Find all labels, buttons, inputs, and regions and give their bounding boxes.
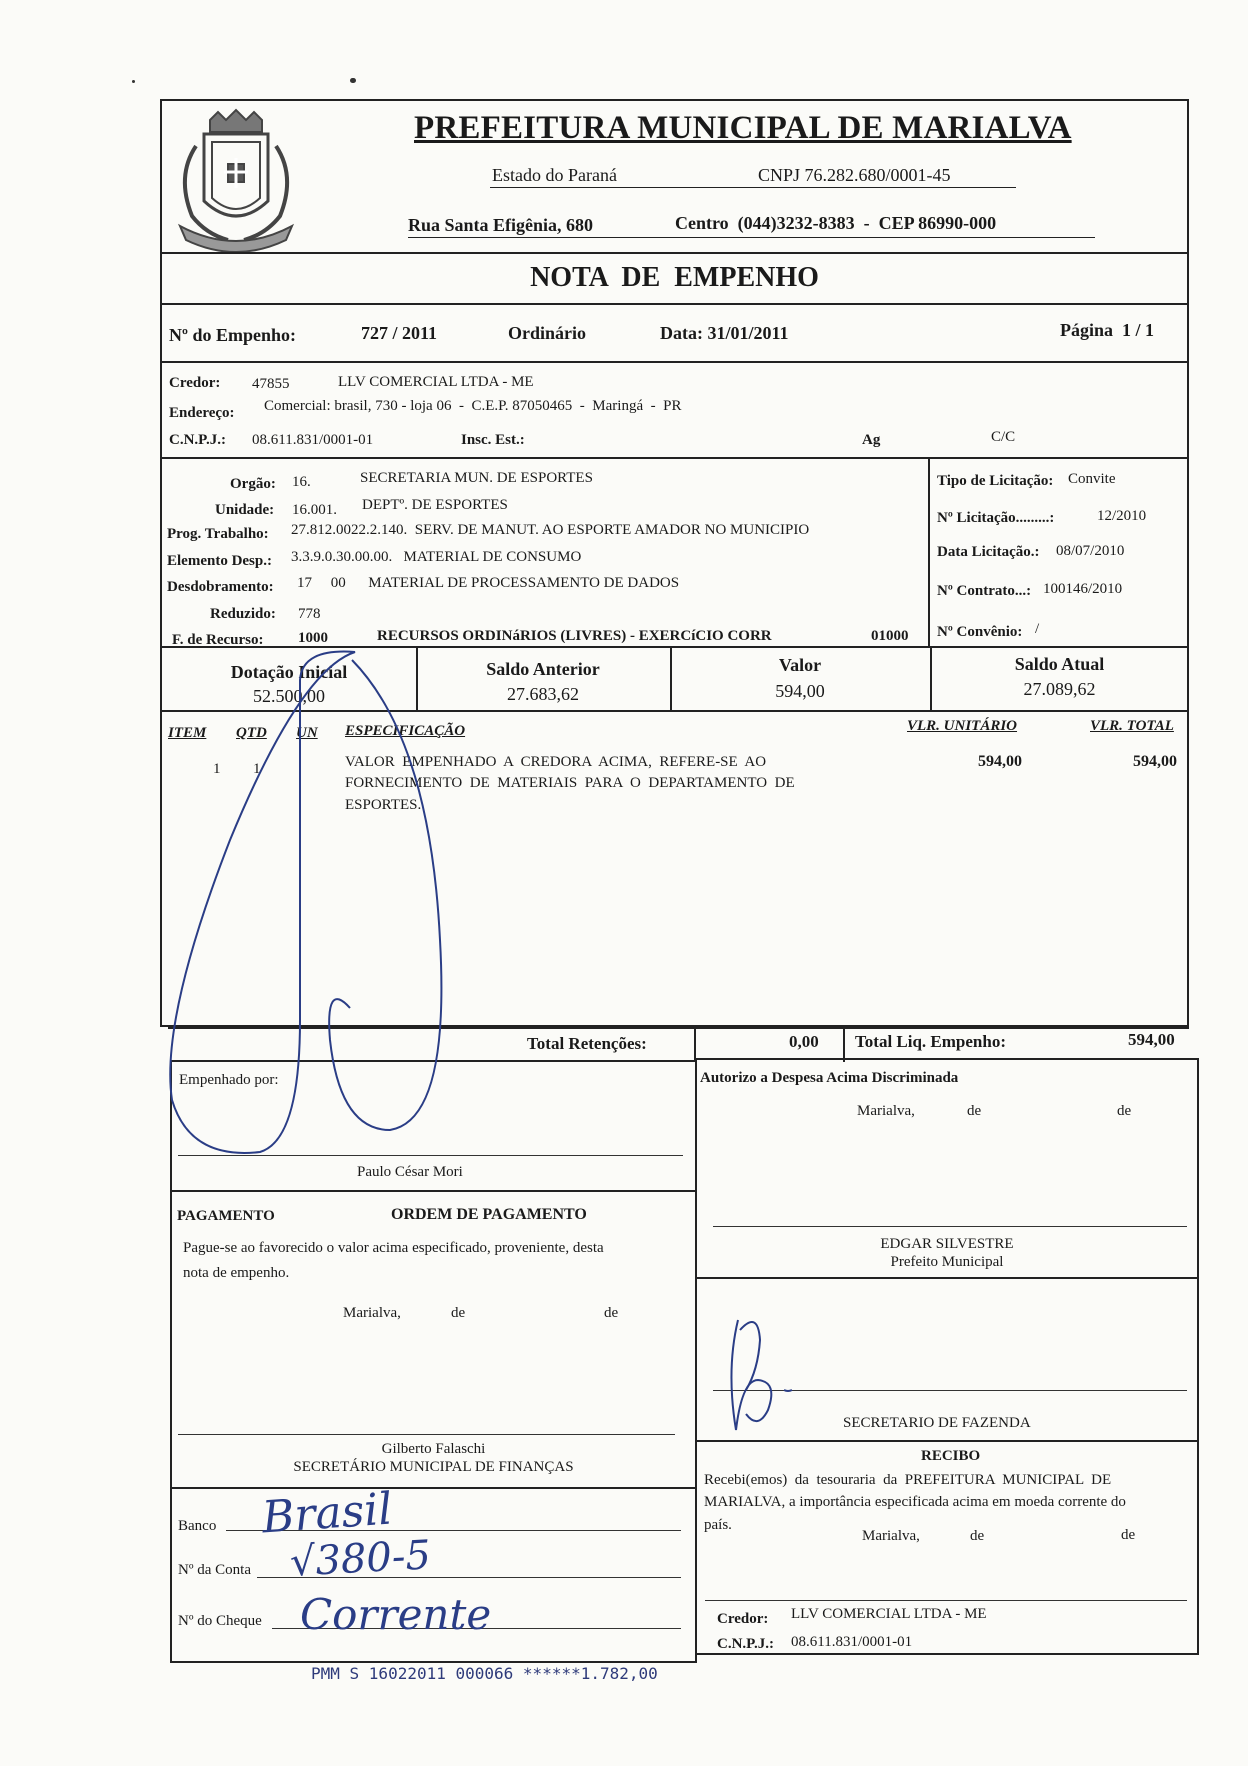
recibo-title: RECIBO	[921, 1448, 981, 1464]
header-state: Estado do Paraná	[492, 165, 617, 185]
dotacao-label: Dotação Inicial	[230, 662, 348, 682]
pagamento-role: SECRETÁRIO MUNICIPAL DE FINANÇAS	[293, 1459, 574, 1475]
pagamento-label: PAGAMENTO	[177, 1208, 275, 1224]
col-qtd: QTD	[236, 725, 267, 741]
licitacao-tipo-value: Convite	[1068, 471, 1116, 487]
autorizo-de2: de	[1117, 1103, 1132, 1119]
ordem-label: ORDEM DE PAGAMENTO	[391, 1206, 587, 1223]
valor-label: Valor	[778, 655, 822, 675]
desdob-value: 17 00 MATERIAL DE PROCESSAMENTO DE DADOS	[297, 575, 680, 591]
licitacao-data-label: Data Licitação.:	[937, 544, 1040, 560]
pagamento-name: Gilberto Falaschi	[381, 1441, 486, 1457]
recurso-name: RECURSOS ORDINáRIOS (LIVRES) - EXERCíCIO CORR	[377, 628, 772, 644]
totals-divider	[694, 1025, 696, 1062]
ag-label: Ag	[862, 432, 881, 448]
licitacao-numero-label: Nº Licitação.........:	[937, 510, 1055, 526]
saldo-atual-label: Saldo Atual	[1014, 654, 1105, 674]
credor-code: 47855	[252, 376, 290, 392]
empenhado-name: Paulo César Mori	[357, 1164, 463, 1180]
col-total: VLR. TOTAL	[1090, 718, 1174, 734]
pagamento-text-2: nota de empenho.	[183, 1265, 290, 1281]
item-qtd: 1	[253, 761, 261, 777]
fazenda-role: SECRETARIO DE FAZENDA	[843, 1415, 1031, 1431]
item-spec-2: FORNECIMENTO DE MATERIAIS PARA O DEPARTAMENTO DE	[345, 775, 795, 791]
col-un: UN	[296, 725, 318, 741]
pagamento-bottom-line	[170, 1487, 697, 1489]
recurso-code: 1000	[298, 630, 328, 646]
item-spec-1: VALOR EMPENHADO A CREDORA ACIMA, REFERE-SE AO	[345, 754, 767, 770]
elemento-label: Elemento Desp.:	[167, 553, 272, 569]
licitacao-numero-value: 12/2010	[1097, 508, 1147, 524]
cheque-label: Nº do Cheque	[178, 1613, 262, 1629]
orgao-label: Orgão:	[230, 476, 276, 492]
recibo-signature-line	[705, 1600, 1187, 1601]
reduzido-value: 778	[298, 606, 321, 622]
pagamento-signature-line	[178, 1434, 675, 1435]
saldo-anterior-value: 27.683,62	[507, 684, 579, 704]
fazenda-signature	[718, 1310, 808, 1440]
credor-address: Comercial: brasil, 730 - loja 06 - C.E.P. 87050465 - Maringá - PR	[264, 398, 682, 414]
insc-label: Insc. Est.:	[461, 432, 525, 448]
orgao-name: SECRETARIA MUN. DE ESPORTES	[360, 470, 593, 486]
orgao-code: 16.	[292, 474, 311, 490]
autorizo-name: EDGAR SILVESTRE	[880, 1236, 1014, 1252]
address-label: Endereço:	[169, 405, 235, 421]
item-spec-3: ESPORTES.	[345, 797, 422, 813]
saldo-atual-value: 27.089,62	[1023, 679, 1096, 699]
budget-divider	[928, 457, 930, 648]
cc-label: C/C	[991, 429, 1016, 445]
elemento-value: 3.3.9.0.30.00.00. MATERIAL DE CONSUMO	[291, 549, 582, 565]
stray-mark	[350, 78, 356, 83]
prog-value: 27.812.0022.2.140. SERV. DE MANUT. AO ESPORTE AMADOR NO MUNICIPIO	[291, 522, 810, 538]
pagamento-text-1: Pague-se ao favorecido o valor acima especificado, proveniente, desta	[183, 1240, 604, 1256]
pagamento-city: Marialva,	[343, 1305, 401, 1321]
banco-label: Banco	[178, 1518, 217, 1534]
reduzido-label: Reduzido:	[210, 606, 276, 622]
recibo-text-3: país.	[704, 1517, 732, 1533]
empenhado-signature	[150, 640, 470, 1160]
item-number: 1	[213, 761, 221, 777]
col-spec: ESPECIFICAÇÃO	[345, 723, 466, 739]
credor-label: Credor:	[169, 375, 221, 391]
col-item: ITEM	[168, 725, 207, 741]
item-unit: 594,00	[978, 753, 1022, 770]
col-unit: VLR. UNITÁRIO	[907, 718, 1018, 734]
recibo-text-2: MARIALVA, a importância especificada acima em moeda corrente do	[704, 1494, 1126, 1510]
autorizo-bottom-line	[695, 1277, 1199, 1279]
autorizo-city: Marialva,	[857, 1103, 915, 1119]
header-address: Rua Santa Efigênia, 680	[408, 215, 594, 235]
licitacao-tipo-label: Tipo de Licitação:	[937, 473, 1054, 489]
recibo-credor-value: LLV COMERCIAL LTDA - ME	[791, 1606, 987, 1622]
empenho-date: Data: 31/01/2011	[660, 323, 789, 343]
autorizo-label: Autorizo a Despesa Acima Discriminada	[700, 1070, 959, 1086]
liquido-label: Total Liq. Empenho:	[855, 1032, 1006, 1051]
valor-value: 594,00	[775, 681, 825, 701]
unidade-code: 16.001.	[292, 502, 337, 518]
header-contact: Centro (044)3232-8383 - CEP 86990-000	[675, 213, 997, 233]
retencoes-label: Total Retenções:	[527, 1034, 647, 1053]
saldo-anterior-label: Saldo Anterior	[486, 659, 600, 679]
empenho-label: Nº do Empenho:	[169, 325, 296, 345]
pagamento-de2: de	[604, 1305, 619, 1321]
doc-title: NOTA DE EMPENHO	[530, 262, 819, 293]
licitacao-data-value: 08/07/2010	[1056, 543, 1125, 559]
cheque-handwritten: Corrente	[300, 1590, 492, 1639]
autorizo-role: Prefeito Municipal	[890, 1254, 1004, 1270]
header-cnpj: CNPJ 76.282.680/0001-45	[758, 165, 951, 185]
conta-label: Nº da Conta	[178, 1562, 251, 1578]
banco-handwritten: Brasil	[260, 1483, 394, 1544]
empenhado-label: Empenhado por:	[179, 1072, 279, 1088]
recibo-text-1: Recebi(emos) da tesouraria da PREFEITURA MUNICIPAL DE	[704, 1472, 1112, 1488]
pagamento-de1: de	[451, 1305, 466, 1321]
stray-mark	[132, 80, 135, 83]
licitacao-convenio-value: /	[1035, 621, 1040, 637]
header-underline	[490, 187, 1016, 188]
recibo-city: Marialva,	[862, 1528, 920, 1544]
dotacao-value: 52.500,00	[253, 686, 325, 706]
autorizo-de1: de	[967, 1103, 982, 1119]
recibo-de1: de	[970, 1528, 985, 1544]
desdob-label: Desdobramento:	[167, 579, 274, 595]
liquido-value: 594,00	[1128, 1030, 1175, 1049]
recibo-credor-label: Credor:	[717, 1611, 769, 1627]
prog-label: Prog. Trabalho:	[167, 526, 269, 542]
coat-of-arms-logo	[166, 106, 306, 258]
autorizo-signature-line	[713, 1226, 1187, 1227]
empenhado-bottom-line	[170, 1190, 697, 1192]
cnpj-label: C.N.P.J.:	[169, 432, 226, 448]
credor-cnpj: 08.611.831/0001-01	[252, 432, 374, 448]
header-title: PREFEITURA MUNICIPAL DE MARIALVA	[414, 110, 1072, 146]
recibo-de2: de	[1121, 1527, 1136, 1543]
header-underline-2	[408, 237, 1095, 238]
retencoes-value: 0,00	[789, 1032, 819, 1051]
payment-stamp: PMM S 16022011 000066 ******1.782,00	[311, 1664, 658, 1683]
licitacao-contrato-label: Nº Contrato...:	[937, 583, 1032, 599]
licitacao-convenio-label: Nº Convênio:	[937, 624, 1023, 640]
credor-name: LLV COMERCIAL LTDA - ME	[338, 374, 534, 390]
recibo-cnpj-value: 08.611.831/0001-01	[791, 1634, 913, 1650]
recibo-cnpj-label: C.N.P.J.:	[717, 1636, 774, 1652]
empenho-type: Ordinário	[508, 323, 587, 343]
unidade-name: DEPTº. DE ESPORTES	[362, 497, 508, 513]
unidade-label: Unidade:	[215, 502, 275, 518]
fazenda-bottom-line	[695, 1440, 1199, 1442]
empenho-page: Página 1 / 1	[1060, 320, 1155, 340]
recurso-num: 01000	[871, 628, 909, 644]
totals-divider	[843, 1025, 845, 1062]
empenho-number: 727 / 2011	[361, 323, 438, 343]
conta-handwritten: √380-5	[288, 1532, 432, 1586]
item-total: 594,00	[1133, 753, 1177, 770]
recurso-label: F. de Recurso:	[172, 632, 264, 648]
licitacao-contrato-value: 100146/2010	[1043, 581, 1123, 597]
